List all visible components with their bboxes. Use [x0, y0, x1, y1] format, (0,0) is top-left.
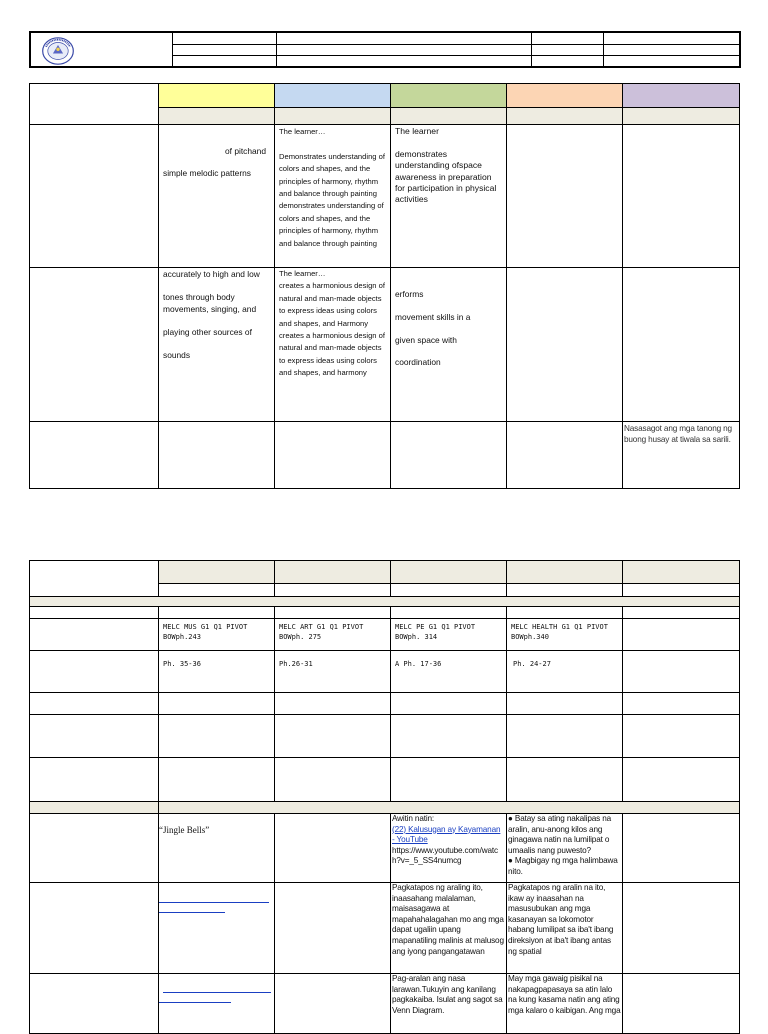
row-label-cell	[30, 814, 159, 883]
subheader-cell	[507, 584, 623, 597]
music-content-cell	[159, 125, 275, 268]
arts-performance-text: The learner… creates a harmonious design of natural and man-made objects to express ideas using colors and shapes, and Harmony creates a harmonious design of natural and man-made objects to express ideas using colors and shapes, and harmony	[279, 269, 385, 378]
subheader-cell	[159, 584, 275, 597]
subject-header-cell	[391, 561, 507, 584]
header-cell	[276, 44, 531, 55]
health-examples-text: May mga gawaig pisikal na nakapagpapasaya sa atin lalo na kung kasama natin ang ating mga kalaro o kaibigan. Ang mga	[508, 974, 621, 1015]
row-label-cell	[30, 715, 159, 758]
subheader-cell	[623, 584, 740, 597]
extra-content-cell	[623, 125, 740, 268]
health-ref-cell	[507, 619, 623, 651]
header-cell	[172, 32, 276, 44]
pe-content-text: The learner demonstrates understanding ofspace awareness in preparation for participation in physical activities	[395, 126, 497, 205]
music-content-text: of pitchand	[225, 146, 266, 156]
subject-header-cell	[159, 561, 275, 584]
health-content-cell	[507, 125, 623, 268]
health-performance-cell	[507, 268, 623, 422]
music-performance-text: accurately to high and low tones through body movements, singing, and playing other sources of sounds	[163, 269, 260, 361]
music-review-text: “Jingle Bells”	[159, 825, 210, 835]
empty-cell	[275, 715, 391, 758]
objectives-table	[29, 83, 740, 489]
extra-ref-cell	[623, 619, 740, 651]
row-label-cell	[30, 974, 159, 1034]
empty-cell	[159, 693, 275, 715]
empty-cell	[623, 758, 740, 802]
empty-cell	[275, 693, 391, 715]
health-pages-cell	[507, 651, 623, 693]
empty-cell	[507, 693, 623, 715]
empty-cell	[507, 607, 623, 619]
pe-review-cell	[391, 814, 507, 883]
music-content-text2: simple melodic patterns	[163, 167, 251, 178]
empty-cell	[623, 715, 740, 758]
arts-ref-text: MELC ART G1 Q1 PIVOT BOWph. 275	[279, 623, 364, 641]
pe-content-cell	[391, 125, 507, 268]
header-cell	[531, 32, 603, 44]
pe-performance-text: erforms movement skills in a given space with coordination	[395, 289, 471, 368]
music-pages-text: Ph. 35-36	[163, 660, 201, 668]
school-header	[29, 31, 739, 68]
header-cell	[531, 55, 603, 67]
procedures-table-wrap	[29, 560, 739, 1034]
extra-pages-cell	[623, 651, 740, 693]
empty-cell	[391, 715, 507, 758]
pe-purpose-text: Pagkatapos ng araling ito, inaasahang malalaman, maisasagawa at mapahahalagahan mo ang mga dapat ugaliin upang mapanatiling malinis at malusog ang iyong pangangatawan	[392, 883, 504, 956]
empty-cell	[391, 607, 507, 619]
subheader-cell	[275, 108, 391, 125]
music-pages-cell	[159, 651, 275, 693]
subheader-cell	[275, 584, 391, 597]
pe-review-lead: Awitin natin:	[392, 814, 435, 823]
header-cell	[603, 44, 740, 55]
row-label-cell	[30, 84, 159, 125]
empty-cell	[275, 607, 391, 619]
arts-content-cell	[275, 125, 391, 268]
empty-cell	[159, 607, 275, 619]
extra-purpose-cell	[623, 883, 740, 974]
health-purpose-cell	[507, 883, 623, 974]
subject-header-cell	[275, 561, 391, 584]
empty-cell	[391, 693, 507, 715]
subject-header-extra	[623, 84, 740, 108]
row-label-cell	[30, 758, 159, 802]
header-table	[29, 31, 741, 68]
extra-review-cell	[623, 814, 740, 883]
row-label-cell	[30, 561, 159, 597]
health-ref-text: MELC HEALTH G1 Q1 PIVOT BOWph.340	[511, 623, 608, 641]
row-label-cell	[30, 268, 159, 422]
header-cell	[276, 32, 531, 44]
music-examples-link-line[interactable]	[163, 992, 271, 993]
empty-cell	[507, 715, 623, 758]
arts-ref-cell	[275, 619, 391, 651]
empty-cell	[275, 758, 391, 802]
objectives-table-wrap	[29, 83, 739, 489]
subheader-cell	[391, 584, 507, 597]
health-competency-cell	[507, 422, 623, 489]
arts-examples-cell	[275, 974, 391, 1034]
pe-review-link[interactable]: (22) Kalusugan ay Kayamanan - YouTube	[392, 824, 501, 845]
music-ref-cell	[159, 619, 275, 651]
arts-review-cell	[275, 814, 391, 883]
row-label-cell	[30, 422, 159, 489]
subject-header-pe	[391, 84, 507, 108]
subject-header-music	[159, 84, 275, 108]
arts-competency-cell	[275, 422, 391, 489]
music-examples-link-line[interactable]	[159, 1002, 231, 1003]
header-cell	[276, 55, 531, 67]
section-row	[30, 597, 740, 607]
pe-ref-cell	[391, 619, 507, 651]
header-cell	[531, 44, 603, 55]
empty-cell	[159, 758, 275, 802]
pe-ref-text: MELC PE G1 Q1 PIVOT BOWph. 314	[395, 623, 476, 641]
extra-examples-cell	[623, 974, 740, 1034]
row-label-cell	[30, 619, 159, 651]
subheader-cell	[391, 108, 507, 125]
logo-cell	[30, 32, 172, 67]
arts-pages-text: Ph.26-31	[279, 660, 313, 668]
header-cell	[172, 55, 276, 67]
music-performance-cell	[159, 268, 275, 422]
procedures-table	[29, 560, 740, 1034]
empty-cell	[159, 715, 275, 758]
empty-cell	[391, 758, 507, 802]
arts-purpose-cell	[275, 883, 391, 974]
health-examples-cell	[507, 974, 623, 1034]
music-examples-cell	[159, 974, 275, 1034]
music-purpose-link-line[interactable]	[159, 902, 269, 903]
header-cell	[172, 44, 276, 55]
header-cell	[603, 55, 740, 67]
section-row	[159, 802, 740, 814]
health-purpose-text: Pagkatapos ng aralin na ito, ikaw ay inaasahan na masusubukan ang mga kasanayan sa lokomotor habang lumilipat sa iba't ibang direksiyon at iba't ibang antas ng spatial	[508, 883, 614, 956]
extra-competency-cell	[623, 422, 740, 489]
row-label-cell	[30, 883, 159, 974]
extra-performance-cell	[623, 268, 740, 422]
pe-review-url[interactable]: https://www.youtube.com/watch?v=_5_SS4numcg	[392, 845, 498, 866]
empty-cell	[507, 758, 623, 802]
row-label-cell	[30, 693, 159, 715]
pe-competency-cell	[391, 422, 507, 489]
subject-header-cell	[623, 561, 740, 584]
pe-performance-cell	[391, 268, 507, 422]
subheader-cell	[159, 108, 275, 125]
subheader-cell	[623, 108, 740, 125]
row-label-cell	[30, 125, 159, 268]
row-label-cell	[30, 651, 159, 693]
music-ref-text: MELC MUS G1 Q1 PIVOT BOWph.243	[163, 623, 248, 641]
health-review-text: ● Batay sa ating nakalipas na aralin, anu-anong kilos ang ginagawa natin na lumilipat o umaalis nang puwesto? ● Magbigay ng mga halimbawa nito.	[508, 814, 618, 876]
arts-content-text: The learner… Demonstrates understanding of colors and shapes, and the principles of harmony, rhythm and balance through painting demonstrates understanding of colors and shapes, and the principles of harmony, rhythm and balance through painting	[279, 127, 385, 248]
subject-header-arts	[275, 84, 391, 108]
subject-header-health	[507, 84, 623, 108]
pe-pages-text: A Ph. 17-36	[395, 660, 442, 668]
empty-cell	[623, 693, 740, 715]
subheader-cell	[507, 108, 623, 125]
row-label-cell	[30, 607, 159, 619]
arts-performance-cell	[275, 268, 391, 422]
health-pages-text: Ph. 24-27	[513, 660, 551, 668]
subject-header-cell	[507, 561, 623, 584]
pe-pages-cell	[391, 651, 507, 693]
music-review-cell	[159, 814, 275, 883]
pe-examples-text: Pag-aralan ang nasa larawan.Tukuyin ang kanilang pagkakaiba. Isulat ang sagot sa Venn Diagram.	[392, 974, 503, 1015]
row-label-cell	[30, 802, 159, 814]
pe-examples-cell	[391, 974, 507, 1034]
pe-purpose-cell	[391, 883, 507, 974]
music-purpose-cell	[159, 883, 275, 974]
health-review-cell	[507, 814, 623, 883]
header-cell	[603, 32, 740, 44]
deped-seal-icon	[41, 36, 75, 66]
arts-pages-cell	[275, 651, 391, 693]
music-purpose-link-line[interactable]	[159, 912, 225, 913]
competency-text: Nasasagot ang mga tanong ng buong husay at tiwala sa sarili.	[624, 424, 732, 444]
music-competency-cell	[159, 422, 275, 489]
empty-cell	[623, 607, 740, 619]
